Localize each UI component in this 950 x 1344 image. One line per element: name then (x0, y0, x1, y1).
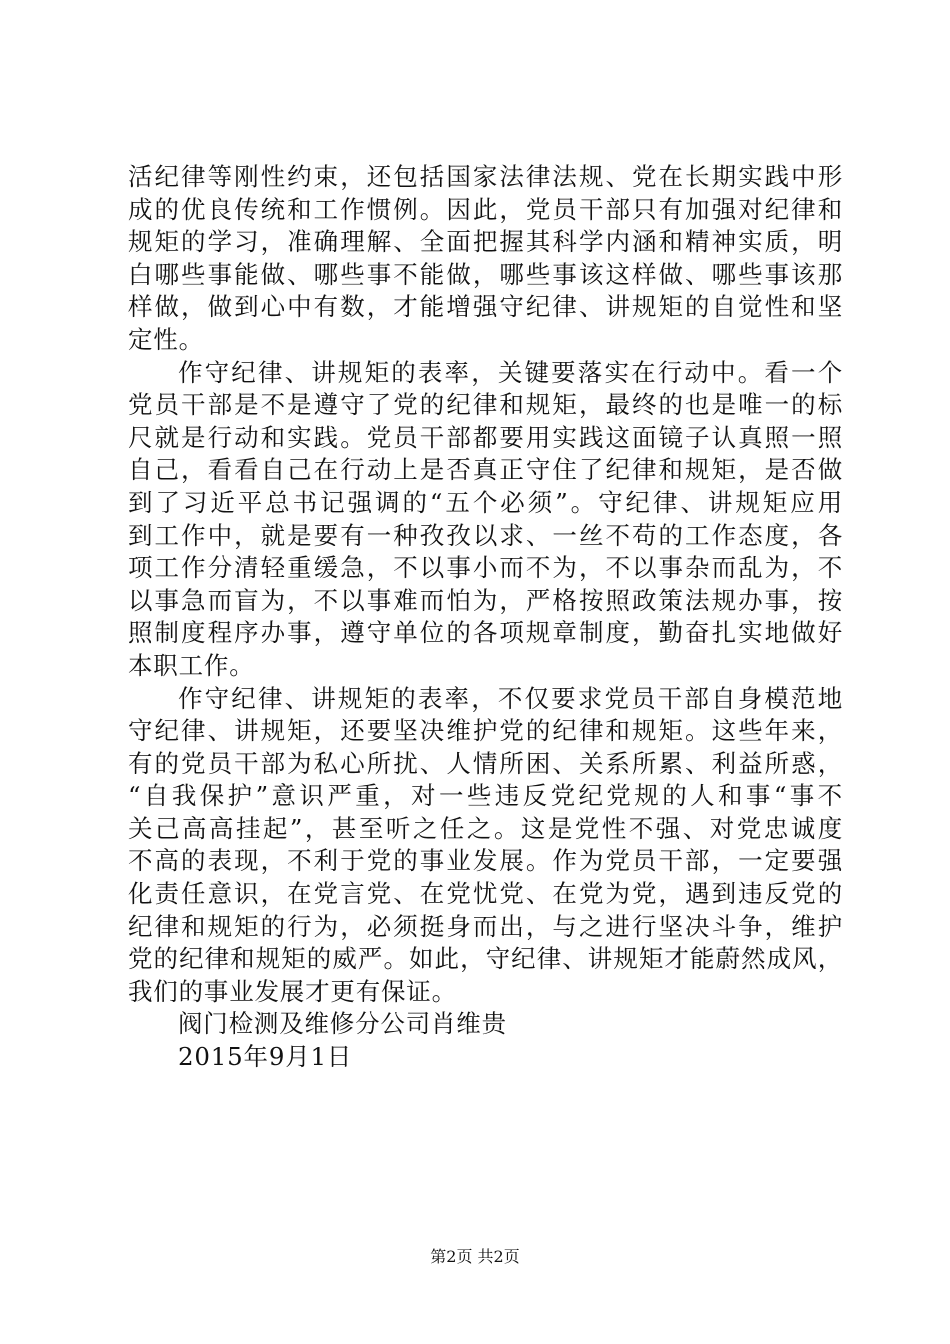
paragraph-line: 纪律和规矩的行为，必须挺身而出，与之进行坚决斗争，维护 (128, 911, 843, 941)
paragraph-line: 规矩的学习，准确理解、全面把握其科学内涵和精神实质，明 (128, 227, 843, 257)
paragraph-line: 有的党员干部为私心所扰、人情所困、关系所累、利益所惑， (128, 748, 843, 778)
paragraph-line: 到工作中，就是要有一种孜孜以求、一丝不苟的工作态度，各 (128, 520, 843, 550)
paragraph-line: 作守纪律、讲规矩的表率，关键要落实在行动中。看一个 (178, 357, 843, 387)
paragraph (128, 357, 843, 683)
paragraph (128, 161, 843, 357)
paragraph-line: 守纪律、讲规矩，还要坚决维护党的纪律和规矩。这些年来， (128, 716, 843, 746)
paragraph-line: 本职工作。 (128, 650, 255, 680)
paragraph-line: 活纪律等刚性约束，还包括国家法律法规、党在长期实践中形 (128, 162, 843, 191)
paragraph-line: 项工作分清轻重缓急，不以事小而不为，不以事杂而乱为，不 (128, 553, 843, 583)
author-signature: 阀门检测及维修分公司肖维贵 (178, 1009, 507, 1039)
paragraph-line: 成的优良传统和工作惯例。因此，党员干部只有加强对纪律和 (128, 194, 843, 224)
page-footer: 第2页 共2页 (430, 1247, 520, 1266)
paragraph-line: 党的纪律和规矩的威严。如此，守纪律、讲规矩才能蔚然成风， (128, 944, 843, 974)
paragraph-line: 样做，做到心中有数，才能增强守纪律、讲规矩的自觉性和坚 (128, 292, 843, 322)
paragraph (128, 683, 843, 1009)
paragraph-line: 我们的事业发展才更有保证。 (128, 976, 457, 1006)
paragraph-line: 化责任意识，在党言党、在党忧党、在党为党，遇到违反党的 (128, 879, 843, 909)
paragraph-line: 以事急而盲为，不以事难而怕为，严格按照政策法规办事，按 (128, 585, 843, 615)
paragraph-line: 自己，看看自己在行动上是否真正守住了纪律和规矩，是否做 (128, 455, 843, 485)
paragraph-line: 关己高高挂起”，甚至听之任之。这是党性不强、对党忠诚度 (128, 813, 843, 843)
paragraph-line: 到了习近平总书记强调的“五个必须”。守纪律、讲规矩应用 (128, 487, 843, 517)
paragraph-line: “自我保护”意识严重，对一些违反党纪党规的人和事“事不 (128, 781, 843, 811)
paragraph-line: 尺就是行动和实践。党员干部都要用实践这面镜子认真照一照 (128, 422, 843, 452)
document-date: 2015年9月1日 (178, 1042, 353, 1072)
document-body (128, 161, 843, 1074)
paragraph-line: 党员干部是不是遵守了党的纪律和规矩，最终的也是唯一的标 (128, 390, 843, 420)
paragraph-list (128, 161, 843, 1008)
paragraph-line: 照制度程序办事，遵守单位的各项规章制度，勤奋扎实地做好 (128, 618, 843, 648)
paragraph-line: 作守纪律、讲规矩的表率，不仅要求党员干部自身模范地 (178, 683, 843, 713)
paragraph-line: 不高的表现，不利于党的事业发展。作为党员干部，一定要强 (128, 846, 843, 876)
paragraph-line: 白哪些事能做、哪些事不能做，哪些事该这样做、哪些事该那 (128, 259, 843, 289)
paragraph-line: 定性。 (128, 324, 204, 354)
